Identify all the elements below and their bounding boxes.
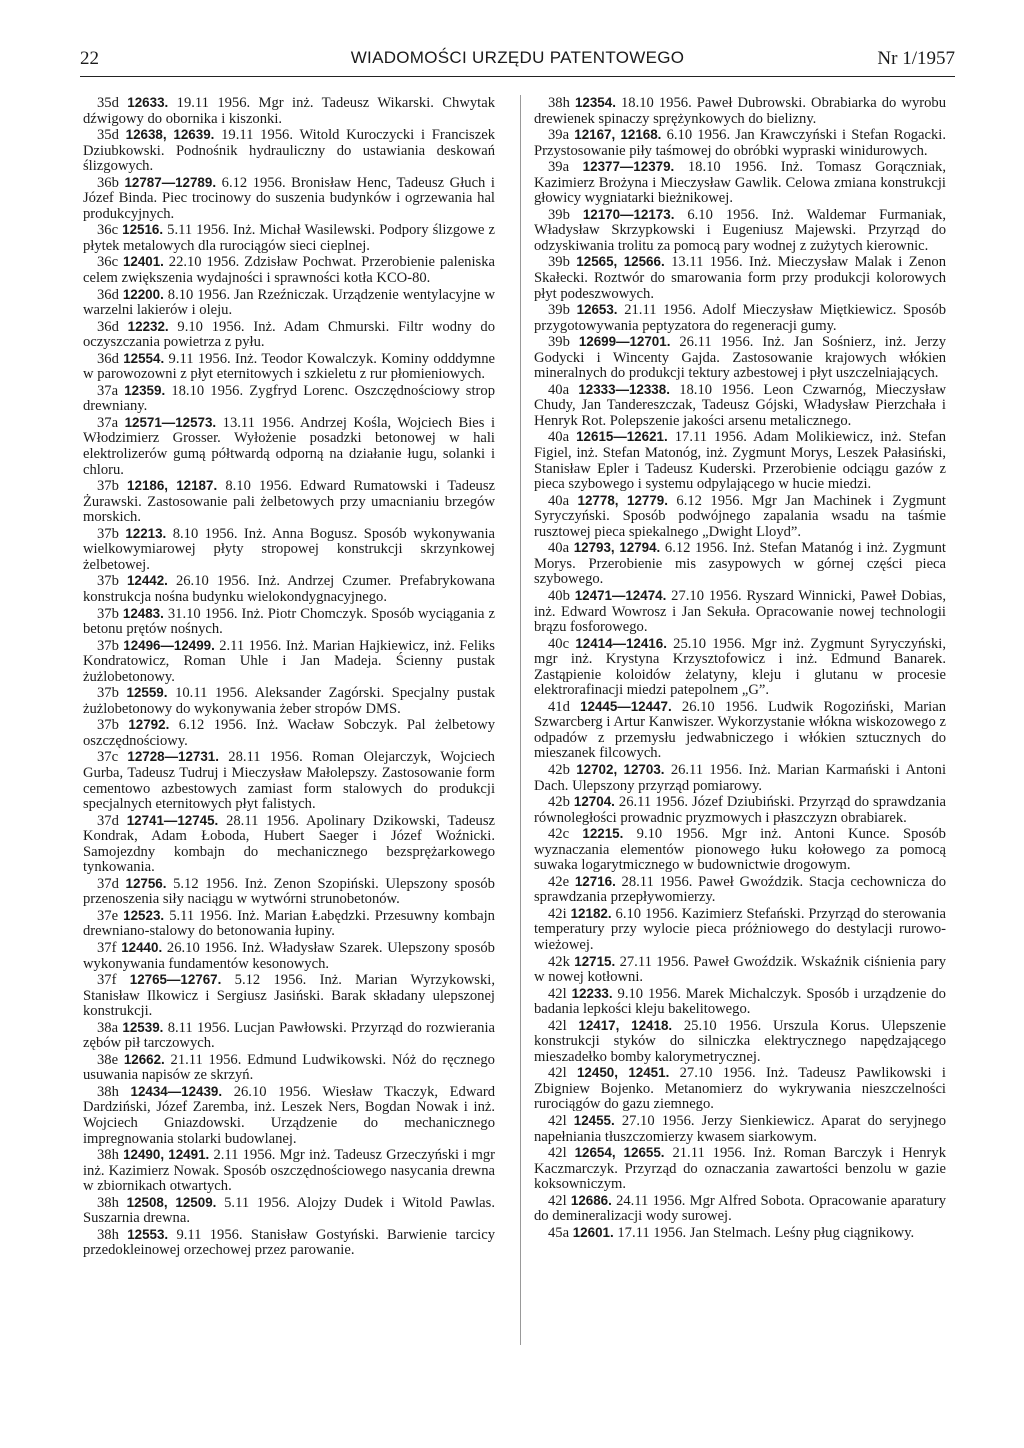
patent-class: 36b: [97, 174, 119, 191]
patent-number: 12654, 12655.: [574, 1145, 665, 1161]
patent-number: 12662.: [123, 1051, 165, 1067]
patent-class: 37a: [97, 382, 119, 399]
patent-number: 12686.: [570, 1192, 612, 1208]
patent-number: 12200.: [122, 286, 164, 302]
patent-entry: [534, 95, 946, 127]
patent-number: 12414—12416.: [575, 635, 667, 651]
patent-description: 6.10 1956. Jan Krawczyński i Stefan Rogacki. Przystosowanie piły taśmowej do obróbki wypraski winidurowych.: [534, 127, 946, 159]
patent-number: 12471—12474.: [574, 587, 667, 603]
patent-number: 12359.: [124, 382, 166, 398]
running-title: WIADOMOŚCI URZĘDU PATENTOWEGO: [350, 48, 685, 67]
patent-description: 18.10 1956. Inż. Tomasz Gorączniak, Kazimierz Brożyna i Mieczysław Gawlik. Celowa zmiana konstrukcji głowicy wygniatarki bieżnikowej.: [534, 159, 946, 207]
patent-number: 12523.: [123, 907, 165, 923]
patent-entry: [83, 526, 495, 574]
patent-class: 42b: [548, 794, 570, 811]
patent-class: 36c: [97, 222, 119, 239]
patent-class: 42c: [548, 826, 570, 843]
patent-entry: [83, 127, 495, 175]
patent-description: 27.11 1956. Paweł Gwoździk. Wskaźnik ciśnienia pary w nowej kotłowni.: [534, 953, 946, 986]
patent-entry: [534, 954, 946, 986]
patent-number: 12633.: [127, 95, 169, 110]
patent-number: 12765—12767.: [129, 972, 222, 988]
issue-number: Nr 1/1957: [877, 48, 955, 69]
patent-entry: [83, 1195, 495, 1227]
patent-number: 12377—12379.: [582, 159, 675, 175]
patent-class: 40a: [548, 492, 570, 509]
patent-description: 13.11 1956. Inż. Mieczysław Malak i Zenon Skałecki. Roztwór do smarowania form przy produkcji kolorowych płyt podeszwowych.: [534, 254, 947, 302]
patent-number: 12702, 12703.: [576, 761, 665, 777]
patent-description: 27.10 1956. Jerzy Sienkiewicz. Aparat do seryjnego napełniania tłuszczomierzy kwasem siarkowym.: [534, 1113, 946, 1145]
patent-number: 12442.: [126, 573, 168, 589]
patent-number: 12445—12447.: [580, 698, 672, 714]
patent-entry: [83, 254, 495, 286]
patent-class: 39a: [548, 159, 570, 176]
patent-entry: [534, 334, 946, 382]
patent-entry: [83, 175, 495, 223]
left-column: [83, 95, 495, 1259]
patent-class: 35d: [97, 95, 119, 111]
patent-entry: [534, 1113, 946, 1145]
patent-number: 12232.: [127, 318, 169, 334]
patent-entry: [534, 906, 946, 954]
patent-entry: [83, 908, 495, 940]
patent-entry: [83, 876, 495, 908]
patent-description: 6.10 1956. Inż. Waldemar Furmaniak, Władysław Skrzypkowski i Eugeniusz Majewski. Przyrząd do odzyskiwania trolitu za pomocą pary wodnej z zużytych kierownic.: [534, 206, 946, 254]
patent-class: 40a: [548, 540, 570, 557]
patent-entry: [83, 415, 495, 478]
patent-number: 12167, 12168.: [574, 127, 662, 143]
patent-description: 22.10 1956. Zdzisław Pochwat. Przerobienie paleniska celem zwiększenia wydajności i sprawności kotła KCO-80.: [83, 254, 495, 287]
patent-entry: [534, 874, 946, 906]
patent-description: 6.10 1956. Kazimierz Stefański. Przyrząd do sterowania temperatury przy wylocie pieca próżniowego do destylacji rurowo-wieżowej.: [534, 905, 946, 953]
patent-description: 2.11 1956. Inż. Marian Hajkiewicz, inż. Feliks Kondratowicz, Roman Uhle i Jan Madeja. Ścienny pustak żużlobetonowy.: [83, 637, 495, 685]
patent-class: 42l: [548, 1065, 567, 1082]
patent-class: 37b: [97, 573, 119, 590]
patent-description: 9.10 1956. Marek Michalczyk. Sposób i urządzenie do badania lepkości kleju bakelitowego.: [534, 985, 946, 1018]
patent-class: 37f: [97, 972, 117, 989]
patent-description: 26.11 1956. Inż. Jan Sośnierz, inż. Jerzy Godycki i Wincenty Gajda. Zastosowanie krajowych włókien mineralnych do produkcji tektury azbestowej i płyt uszczelniających.: [534, 334, 946, 382]
patent-class: 36c: [97, 254, 119, 271]
patent-description: 9.10 1956. Inż. Adam Chmurski. Filtr wodny do oczyszczania powietrza z pyłu.: [83, 318, 495, 351]
patent-entry: [534, 429, 946, 492]
patent-entry: [534, 127, 946, 159]
patent-description: 26.11 1956. Inż. Marian Karmański i Antoni Dach. Ulepszony przyrząd pomiarowy.: [534, 761, 946, 794]
patent-entry: [83, 1020, 495, 1052]
patent-entry: [534, 1193, 946, 1225]
patent-number: 12401.: [122, 254, 164, 270]
patent-entry: [534, 207, 946, 255]
patent-number: 12233.: [571, 985, 613, 1001]
patent-description: 6.12 1956. Inż. Stefan Matanóg i inż. Zygmunt Morys. Przerobienie mis zasypowych w górnej części pieca szybowego.: [534, 540, 946, 588]
patent-entry: [83, 383, 495, 415]
patent-class: 41d: [548, 698, 570, 715]
patent-entry: [534, 254, 946, 302]
patent-description: 9.11 1956. Inż. Teodor Kowalczyk. Kominy odddymne w parowozowni z płyt eternitowych i szkieletu z rur płomieniowych.: [83, 350, 495, 383]
patent-entry: [83, 606, 495, 638]
patent-description: 19.11 1956. Witold Kuroczycki i Franciszek Dziubkowski. Podnośnik hydrauliczny do ustawiania deskowań ślizgowych.: [83, 127, 495, 175]
patent-class: 38h: [97, 1083, 119, 1100]
patent-description: 5.11 1956. Alojzy Dudek i Witold Pawlas. Suszarnia drewna.: [83, 1194, 495, 1227]
patent-entry: [534, 762, 946, 794]
patent-entry: [83, 1227, 495, 1259]
patent-entry: [83, 813, 495, 876]
patent-entry: [83, 717, 495, 749]
patent-number: 12516.: [122, 222, 164, 238]
patent-class: 42e: [548, 873, 570, 890]
patent-description: 5.12 1956. Inż. Zenon Szopiński. Ulepszony sposób przenoszenia siły naciągu w wytwórni strunobetonów.: [83, 875, 495, 908]
patent-entry: [534, 588, 946, 636]
patent-entry: [534, 493, 946, 541]
patent-class: 39b: [548, 302, 570, 319]
patent-class: 39b: [548, 254, 570, 271]
patent-class: 38h: [97, 1194, 119, 1211]
page-header: [80, 48, 955, 74]
patent-class: 42k: [548, 953, 570, 970]
patent-class: 39b: [548, 334, 570, 351]
patent-class: 37b: [97, 478, 119, 495]
patent-class: 37c: [97, 749, 119, 766]
patent-description: 26.10 1956. Wiesław Tkaczyk, Edward Dardziński, Józef Zaremba, inż. Leszek Ners, Bogdan Nowak i inż. Wojciech Gniazdowski. Urządzenie do mechanicznego impregnowania stolarki budowlanej.: [83, 1083, 495, 1147]
patent-class: 42l: [548, 985, 567, 1002]
patent-entry: [534, 540, 946, 588]
patent-class: 39b: [548, 206, 570, 223]
patent-number: 12417, 12418.: [578, 1017, 673, 1033]
patent-description: 6.12 1956. Mgr Jan Machinek i Zygmunt Syryczyński. Sposób podwójnego zapalania wsadu na taśmie rusztowej pieca spiekalnego „Dwight Lloyd”.: [534, 492, 946, 540]
patent-class: 38h: [548, 95, 570, 111]
patent-entry: [534, 636, 946, 699]
patent-class: 37f: [97, 939, 117, 956]
patent-entry: [83, 319, 495, 351]
patent-class: 39a: [548, 127, 570, 144]
patent-class: 38e: [97, 1051, 119, 1068]
patent-class: 37b: [97, 685, 119, 702]
header-rule: [80, 76, 955, 77]
patent-description: 18.10 1956. Zygfryd Lorenc. Oszczędnościowy strop drewniany.: [83, 382, 495, 415]
patent-class: 40b: [548, 587, 570, 604]
patent-class: 42l: [548, 1113, 567, 1129]
patent-description: 5.11 1956. Inż. Marian Łabędzki. Przesuwny kombajn drewniano-stalowy do betonowania łupiny.: [83, 907, 495, 940]
patent-number: 12699—12701.: [578, 334, 671, 350]
patent-number: 12793, 12794.: [573, 540, 661, 556]
patent-description: 25.10 1956. Urszula Korus. Ulepszenie konstrukcji styków do silniczka elektrycznego napędzającego mieszadełko bomby kalorymetrycznej.: [534, 1017, 946, 1065]
patent-number: 12787—12789.: [124, 174, 217, 190]
patent-description: 28.11 1956. Apolinary Dzikowski, Tadeusz Kondrak, Adam Łoboda, Hubert Saeger i Józef Woźnicki. Samojezdny kombajn do mechanicznego bezsprężarkowego tynkowania.: [83, 812, 495, 876]
patent-entry: [534, 986, 946, 1018]
patent-entry: [83, 573, 495, 605]
patent-number: 12215.: [582, 826, 624, 842]
patent-number: 12170—12173.: [582, 206, 675, 222]
patent-description: 8.10 1956. Inż. Anna Bogusz. Sposób wykonywania wielkowymiarowej płyty stropowej konstrukcji skrzynkowej żelbetowej.: [83, 525, 495, 573]
patent-description: 28.11 1956. Roman Olejarczyk, Wojciech Gurba, Tadeusz Tudruj i Mieczysław Małolepszy. Zastosowanie form cementowo azbestowych zamiast form stalowych do produkcji specjalnych eternitowych płyt falistych.: [83, 749, 495, 813]
patent-entry: [83, 478, 495, 526]
patent-entry: [534, 302, 946, 334]
patent-entry: [534, 159, 946, 207]
patent-entry: [83, 287, 495, 319]
patent-entry: [534, 1145, 946, 1193]
patent-class: 42b: [548, 761, 570, 778]
patent-number: 12483.: [122, 605, 164, 621]
patent-number: 12450, 12451.: [576, 1065, 670, 1081]
patent-number: 12704.: [573, 794, 615, 810]
patent-number: 12508, 12509.: [126, 1194, 217, 1210]
patent-description: 27.10 1956. Inż. Tadeusz Pawlikowski i Zbigniew Bojenko. Metanomierz do wykrywania nieszczelności rurociągów do gazu ziemnego.: [534, 1065, 946, 1113]
patent-class: 45a: [548, 1224, 570, 1241]
patent-description: 26.10 1956. Inż. Andrzej Czumer. Prefabrykowana konstrukcja nośna budynku wielokondygnacyjnego.: [83, 573, 495, 605]
patent-class: 42l: [548, 1192, 567, 1209]
patent-class: 36d: [97, 286, 119, 303]
patent-description: 21.11 1956. Edmund Ludwikowski. Nóż do ręcznego usuwania napisów ze skrzyń.: [83, 1051, 495, 1084]
patent-number: 12741—12745.: [126, 812, 219, 828]
patent-number: 12539.: [122, 1019, 164, 1035]
column-divider: [520, 95, 521, 1345]
patent-description: 8.10 1956. Jan Rzeźniczak. Urządzenie wentylacyjne w warzelni lakierów i oleju.: [83, 286, 495, 319]
patent-entry: [83, 749, 495, 812]
patent-number: 12565, 12566.: [576, 254, 665, 270]
patent-entry: [534, 1018, 946, 1066]
patent-class: 40a: [548, 381, 570, 398]
patent-number: 12354.: [574, 95, 616, 110]
patent-entry: [83, 638, 495, 686]
patent-description: 24.11 1956. Mgr Alfred Sobota. Opracowanie aparatury do demineralizacji wody surowej.: [534, 1192, 946, 1225]
patent-class: 37b: [97, 605, 119, 622]
patent-entry: [534, 1225, 946, 1242]
patent-description: 5.12 1956. Inż. Marian Wyrzykowski, Stanisław Ilkowicz i Sergiusz Jasiński. Barak składany ulepszonej konstrukcji.: [83, 972, 495, 1020]
patent-description: 13.11 1956. Andrzej Kośla, Wojciech Bies i Włodzimierz Grosser. Wyłożenie posadzki betonowej w hali elektrolizerów gumą półtwardą odporną na działanie ługu, solanki i chloru.: [83, 414, 495, 478]
patent-number: 12333—12338.: [578, 381, 670, 397]
patent-description: 21.11 1956. Adolf Mieczysław Miętkiewicz. Sposób przygotowywania peptyzatora do regeneracji gumy.: [534, 302, 946, 334]
patent-description: 9.11 1956. Stanisław Gostyński. Barwienie tarcicy przedokleinowej orzechowej przez parowanie.: [83, 1226, 495, 1259]
patent-description: 26.11 1956. Józef Dziubiński. Przyrząd do sprawdzania równoległości prowadnic pryzmowych i płaszczyzn obrabiarek.: [534, 794, 946, 826]
patent-description: 10.11 1956. Aleksander Zagórski. Specjalny pustak żużlobetonowy do wykonywania żeber stropów DMS.: [83, 685, 496, 717]
patent-description: 27.10 1956. Ryszard Winnicki, Paweł Dobias, inż. Edward Wowrosz i Jan Sekuła. Opracowanie nowej technologii brązu fosforowego.: [534, 587, 947, 636]
patent-class: 37d: [97, 812, 119, 829]
patent-entry: [83, 1052, 495, 1084]
patent-number: 12434—12439.: [130, 1083, 223, 1099]
patent-entry: [83, 95, 495, 127]
page-number: 22: [80, 48, 99, 69]
patent-entry: [534, 699, 946, 762]
patent-number: 12213.: [125, 525, 167, 541]
patent-class: 36d: [97, 318, 119, 335]
patent-description: 18.10 1956. Leon Czwarnóg, Mieczysław Chudy, Jan Tandereszczak, Tadeusz Gójski, Władysław Pierzchała i Henryk Rot. Polepszenie jakości arsenu metalicznego.: [534, 381, 947, 429]
patent-number: 12756.: [125, 875, 167, 891]
patent-description: 2.11 1956. Mgr inż. Tadeusz Grzeczyński i mgr inż. Kazimierz Nowak. Sposób oszczędnościowego nasycania drewna w zbiornikach otwartych.: [83, 1147, 495, 1195]
patent-number: 12601.: [572, 1224, 614, 1240]
patent-class: 42i: [548, 905, 567, 922]
patent-number: 12182.: [570, 905, 612, 921]
patent-description: 19.11 1956. Mgr inż. Tadeusz Wikarski. Chwytak dźwigowy do obornika i kiszonki.: [83, 95, 495, 127]
patent-entry: [534, 1065, 946, 1113]
patent-class: 37b: [97, 637, 119, 654]
patent-class: 37b: [97, 525, 119, 542]
patent-number: 12653.: [576, 302, 618, 318]
patent-class: 40c: [548, 635, 570, 652]
patent-entry: [83, 222, 495, 254]
patent-description: 26.10 1956. Inż. Władysław Szarek. Ulepszony sposób wykonywania fundamentów kesonowych.: [83, 939, 495, 972]
patent-class: 42l: [548, 1145, 567, 1162]
patent-entry: [83, 1084, 495, 1147]
patent-class: 42l: [548, 1017, 567, 1034]
patent-description: 25.10 1956. Mgr inż. Zygmunt Syryczyński, mgr inż. Krystyna Krzysztofowicz i inż. Edmund Banarek. Zastąpienie koloidów żelatyny, kleju i glutanu w procesie elektrorafinacji miedzi patepolnem „G”.: [534, 635, 946, 699]
patent-class: 40a: [548, 429, 570, 446]
patent-entry: [83, 685, 495, 717]
patent-entry: [534, 382, 946, 430]
patent-entry: [83, 1147, 495, 1195]
patent-description: 17.11 1956. Jan Stelmach. Leśny pług ciągnikowy.: [617, 1224, 915, 1241]
patent-number: 12638, 12639.: [125, 127, 215, 143]
patent-number: 12553.: [127, 1226, 169, 1242]
patent-number: 12792.: [128, 717, 170, 733]
patent-class: 35d: [97, 127, 119, 144]
patent-description: 31.10 1956. Inż. Piotr Chomczyk. Sposób wyciągania z betonu prętów nośnych.: [83, 605, 495, 638]
patent-number: 12778, 12779.: [577, 492, 668, 508]
patent-description: 17.11 1956. Adam Molikiewicz, inż. Stefan Figiel, inż. Stefan Matonóg, inż. Zygmunt Morys, Leszek Pałasiński, Stanisław Epler i Tadeusz Kuderski. Przerobienie odciągu gazów z pieca szybowego i systemu odpylającego w hucie miedzi.: [534, 429, 946, 493]
patent-entry: [534, 794, 946, 826]
patent-number: 12559.: [126, 685, 168, 701]
patent-number: 12490, 12491.: [123, 1147, 210, 1163]
patent-description: 8.11 1956. Lucjan Pawłowski. Przyrząd do rozwierania zębów pił tarczowych.: [83, 1019, 495, 1052]
patent-number: 12440.: [121, 939, 163, 955]
patent-description: 8.10 1956. Edward Rumatowski i Tadeusz Żurawski. Zastosowanie pali żelbetowych przy umacnianiu brzegów morskich.: [83, 478, 495, 526]
patent-number: 12715.: [574, 953, 616, 969]
patent-class: 38h: [97, 1147, 119, 1164]
patent-class: 36d: [97, 350, 119, 367]
patent-entry: [83, 972, 495, 1020]
patent-description: 26.10 1956. Ludwik Rogoziński, Marian Szwarcberg i Artur Kanwiszer. Wykorzystanie włókna wiskozowego z odpadów z przemysłu jedwabniczego i włókien sztucznych do mieszanek filcowych.: [534, 698, 946, 762]
patent-entry: [83, 351, 495, 383]
patent-number: 12571—12573.: [124, 414, 217, 430]
patent-number: 12728—12731.: [127, 749, 219, 765]
patent-class: 37b: [97, 717, 119, 734]
right-column: [534, 95, 946, 1241]
patent-number: 12554.: [123, 350, 165, 366]
patent-description: 5.11 1956. Inż. Michał Wasilewski. Podpory ślizgowe z płytek metalowych dla rurociągów sieci cieplnej.: [83, 222, 495, 254]
patent-number: 12455.: [573, 1113, 615, 1128]
patent-description: 28.11 1956. Paweł Gwoździk. Stacja cechownicza do sprawdzania przepływomierzy.: [534, 873, 946, 906]
patent-description: 21.11 1956. Inż. Roman Barczyk i Henryk Kaczmarczyk. Przyrząd do oznaczania zawartości benzolu w gazie koksowniczym.: [534, 1145, 947, 1193]
patent-number: 12186, 12187.: [127, 478, 218, 494]
patent-class: 38a: [97, 1019, 119, 1036]
patent-entry: [83, 940, 495, 972]
patent-number: 12615—12621.: [576, 429, 668, 445]
patent-description: 9.10 1956. Mgr inż. Antoni Kunce. Sposób wyznaczania elementów pionowego łuku kołowego za pomocą suwaka logarytmicznego w budownictwie drogowym.: [534, 826, 946, 874]
patent-description: 18.10 1956. Paweł Dubrowski. Obrabiarka do wyrobu drewienek spinaczy sprężynkowych do bielizny.: [534, 95, 946, 127]
patent-description: 6.12 1956. Bronisław Henc, Tadeusz Głuch i Józef Binda. Piec trocinowy do suszenia budynków i ogrzewania hal produkcyjnych.: [83, 174, 495, 222]
patent-class: 37a: [97, 414, 119, 431]
patent-description: 6.12 1956. Inż. Wacław Sobczyk. Pal żelbetowy oszczędnościowy.: [83, 717, 495, 749]
patent-number: 12716.: [574, 873, 616, 889]
patent-class: 38h: [97, 1226, 119, 1243]
patent-class: 37d: [97, 875, 119, 892]
patent-class: 37e: [97, 907, 119, 924]
patent-entry: [534, 826, 946, 874]
patent-number: 12496—12499.: [123, 637, 215, 653]
